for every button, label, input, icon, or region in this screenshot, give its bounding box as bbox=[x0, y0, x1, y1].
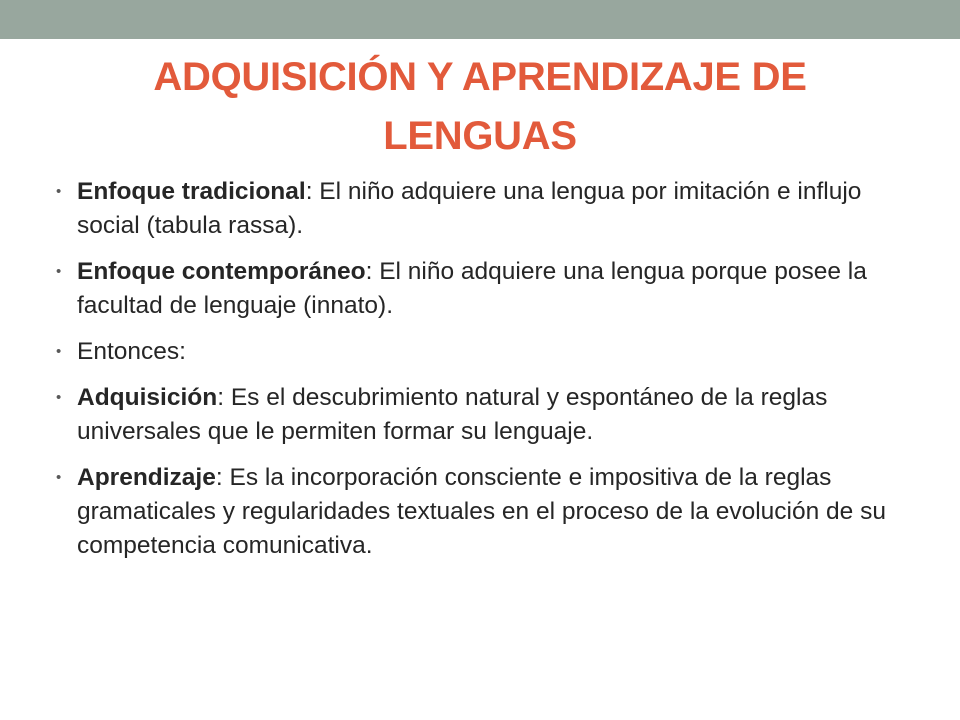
bullet-text: : Es el descubrimiento natural y espontáneo de la reglas universales que le permiten formar su lenguaje. bbox=[77, 384, 828, 445]
bullet-item-enfoque-contemporaneo bbox=[56, 255, 916, 323]
bullet-item-enfoque-tradicional bbox=[56, 175, 916, 243]
bullet-dot-icon: • bbox=[56, 183, 62, 200]
bullet-term: Enfoque contemporáneo bbox=[77, 258, 366, 285]
bullet-item-aprendizaje bbox=[56, 461, 916, 563]
title-line-2: LENGUAS bbox=[383, 114, 577, 158]
bullet-dot-icon: • bbox=[56, 389, 62, 406]
bullet-dot-icon: • bbox=[56, 343, 62, 360]
bullet-dot-icon: • bbox=[56, 263, 62, 280]
bullet-item-entonces bbox=[56, 335, 916, 369]
bullet-term: Aprendizaje bbox=[77, 464, 216, 491]
title-line-1: ADQUISICIÓN Y APRENDIZAJE DE bbox=[153, 55, 807, 99]
bullet-term: Adquisición bbox=[77, 384, 218, 411]
bullet-term: Enfoque tradicional bbox=[77, 178, 306, 205]
slide-title bbox=[60, 48, 900, 166]
bullet-dot-icon: • bbox=[56, 469, 62, 486]
bullet-text: : El niño adquiere una lengua porque posee la facultad de lenguaje (innato). bbox=[77, 258, 867, 319]
bullet-text: Entonces: bbox=[77, 338, 186, 365]
bullet-text: : El niño adquiere una lengua por imitación e influjo social (tabula rassa). bbox=[77, 178, 862, 239]
bullet-list bbox=[56, 175, 916, 575]
bullet-text: : Es la incorporación consciente e impositiva de la reglas gramaticales y regularidades textuales en el proceso de la evolución de su competencia comunicativa. bbox=[77, 464, 886, 559]
top-accent-band bbox=[0, 0, 960, 39]
bullet-item-adquisicion bbox=[56, 381, 916, 449]
